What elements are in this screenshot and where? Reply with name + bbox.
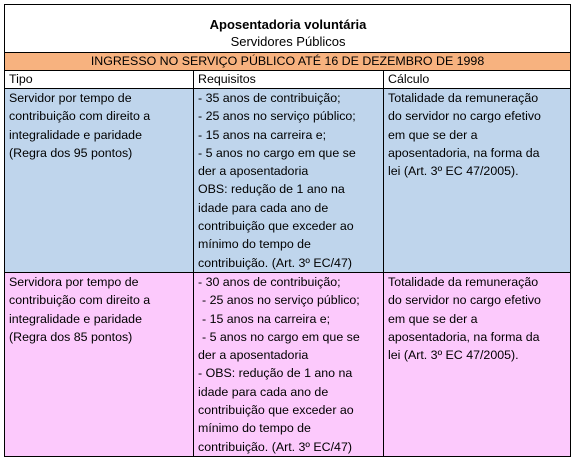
text-line: em que se der a <box>388 311 478 326</box>
text-line: integralidade e paridade <box>9 127 142 142</box>
header-tipo: Tipo <box>5 71 194 89</box>
title-cell <box>5 5 571 53</box>
retirement-table-sheet <box>4 4 570 457</box>
text-line: lei (Art. 3º EC 47/2005). <box>388 348 519 363</box>
text-line: (Regra dos 85 pontos) <box>9 329 133 344</box>
text-line: lei (Art. 3º EC 47/2005). <box>388 164 519 179</box>
text-line: do servidor no cargo efetivo <box>388 293 541 308</box>
text-line: - 35 anos de contribuição; <box>198 91 341 105</box>
text-line: idade para cada ano de <box>198 200 329 215</box>
cell-tipo <box>5 272 194 456</box>
text-line: em que se der a <box>388 127 478 142</box>
table-subtitle: Servidores Públicos <box>230 34 346 49</box>
table-row-servidora <box>5 272 571 456</box>
text-line: - OBS: redução de 1 ano na <box>198 366 353 381</box>
text-line: idade para cada ano de <box>198 384 329 399</box>
text-line: Servidor por tempo de <box>9 91 132 105</box>
text-line: - 25 anos no serviço público; <box>202 293 360 308</box>
text-line: - 15 anos na carreira e; <box>198 127 327 142</box>
text-line: contribuição. (Art. 3º EC/47) <box>198 439 352 454</box>
header-calculo: Cálculo <box>384 71 571 89</box>
text-line: - 25 anos no serviço público; <box>198 109 356 124</box>
text-line: contribuição que exceder ao <box>198 219 354 234</box>
text-line: contribuição com direito a <box>9 109 151 124</box>
cell-tipo <box>5 89 194 273</box>
table-title: Aposentadoria voluntária <box>209 17 367 32</box>
text-line: - 5 anos no cargo em que se <box>198 145 356 160</box>
text-line: aposentadoria, na forma da <box>388 329 540 344</box>
cell-requisitos <box>194 272 384 456</box>
text-line: der a aposentadoria <box>198 164 309 179</box>
cell-requisitos <box>194 89 384 273</box>
cell-calculo <box>384 272 571 456</box>
entry-date-band: INGRESSO NO SERVIÇO PÚBLICO ATÉ 16 DE DEZEMBRO DE 1998 <box>5 53 571 71</box>
title-row <box>5 5 571 53</box>
text-line: Totalidade da remuneração <box>388 91 539 105</box>
text-line: aposentadoria, na forma da <box>388 145 540 160</box>
text-line: - 15 anos na carreira e; <box>202 311 331 326</box>
text-line: Servidora por tempo de <box>9 274 139 289</box>
header-row <box>5 71 571 89</box>
text-line: - 5 anos no cargo em que se <box>202 329 360 344</box>
text-line: OBS: redução de 1 ano na <box>198 182 345 197</box>
text-line: do servidor no cargo efetivo <box>388 109 541 124</box>
text-line: contribuição com direito a <box>9 293 151 308</box>
text-line: Totalidade da remuneração <box>388 274 539 289</box>
text-line: mínimo do tempo de <box>198 421 311 436</box>
retirement-rules-table <box>4 4 571 457</box>
band-row <box>5 53 571 71</box>
text-line: (Regra dos 95 pontos) <box>9 145 133 160</box>
text-line: der a aposentadoria <box>198 348 309 363</box>
text-line: mínimo do tempo de <box>198 237 311 252</box>
table-row-servidor <box>5 89 571 273</box>
text-line: integralidade e paridade <box>9 311 142 326</box>
header-requisitos: Requisitos <box>194 71 384 89</box>
text-line: contribuição que exceder ao <box>198 403 354 418</box>
text-line: - 30 anos de contribuição; <box>198 274 341 289</box>
cell-calculo <box>384 89 571 273</box>
text-line: contribuição. (Art. 3º EC/47) <box>198 255 352 270</box>
